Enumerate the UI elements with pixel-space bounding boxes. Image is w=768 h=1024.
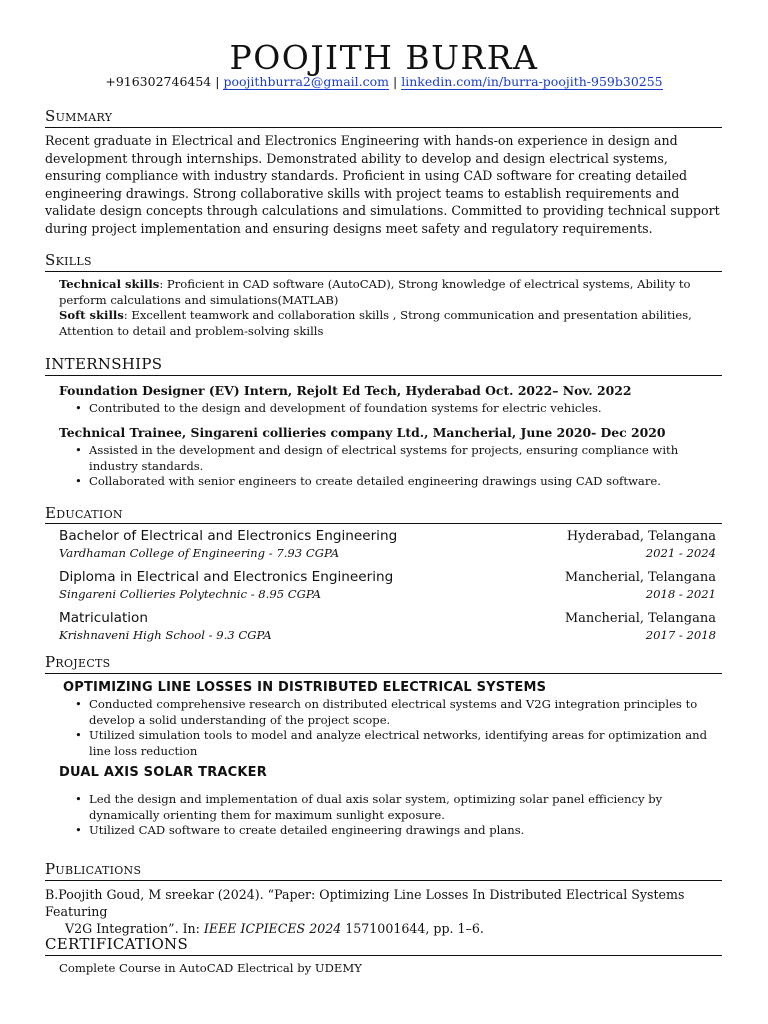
list-item: • Conducted comprehensive research on distributed electrical systems and V2G integration principles to develop a solid understanding of the project scope.: [75, 697, 720, 728]
list-item: • Contributed to the design and development of foundation systems for electric vehicles.: [75, 401, 720, 417]
skills-heading: Skills: [45, 251, 92, 269]
project-bullets: [75, 792, 720, 839]
internship-heading: Foundation Designer (EV) Intern, Rejolt Ed Tech, Hyderabad Oct. 2022– Nov. 2022: [59, 383, 632, 398]
projects-heading: Projects: [45, 653, 111, 671]
list-item: • Led the design and implementation of dual axis solar system, optimizing solar panel efficiency by dynamically orienting them for maximum sunlight exposure.: [75, 792, 720, 823]
education-location: Mancherial, Telangana: [564, 611, 716, 626]
internships-heading: INTERNSHIPS: [45, 355, 163, 373]
candidate-name: POOJITH BURRA: [229, 38, 539, 77]
publications-heading: Publications: [45, 860, 142, 878]
education-dates: 2018 - 2021: [645, 587, 716, 601]
school-name: Singareni Collieries Polytechnic - 8.95 CGPA: [59, 587, 322, 601]
education-dates: 2021 - 2024: [645, 546, 716, 560]
soft-skills: [59, 308, 723, 339]
school-name: Vardhaman College of Engineering - 7.93 CGPA: [59, 546, 340, 560]
internship-heading: Technical Trainee, Singareni collieries company Ltd., Mancherial, June 2020- Dec 2020: [59, 425, 666, 440]
publication-text: V2G Integration”. In:: [65, 921, 204, 936]
phone-number: +916302746454: [105, 74, 212, 89]
technical-skills-text: : Proficient in CAD software (AutoCAD), Strong knowledge of electrical systems, Ability to perform calculations and simulations(MATLAB): [59, 277, 691, 307]
technical-skills-label: Technical skills: [59, 277, 160, 291]
section-divider: [45, 271, 722, 272]
summary-text: Recent graduate in Electrical and Electronics Engineering with hands-on experience in design and development through internships. Demonstrated ability to develop and design electrical systems, ensuring compliance with industry standards. Proficient in using CAD software for creating detailed engineering drawings. Strong collaborative skills with project teams to establish requirements and validate design concepts through calculations and simulations. Committed to providing technical support during project implementation and ensuring designs meet safety and regulatory requirements.: [45, 133, 720, 236]
degree-title: Matriculation: [59, 610, 148, 626]
list-item: • Collaborated with senior engineers to create detailed engineering drawings using CAD software.: [75, 474, 720, 490]
degree-title: Diploma in Electrical and Electronics Engineering: [59, 569, 394, 585]
summary-heading: Summary: [45, 107, 113, 125]
publication-line: B.Poojith Goud, M sreekar (2024). “Paper: Optimizing Line Losses In Distributed Electrical Systems Featuring: [45, 887, 685, 919]
project-heading: OPTIMIZING LINE LOSSES IN DISTRIBUTED ELECTRICAL SYSTEMS: [63, 680, 547, 695]
education-location: Hyderabad, Telangana: [566, 529, 716, 544]
education-heading: Education: [45, 504, 123, 522]
internship-bullets: [75, 443, 720, 490]
section-divider: [45, 880, 722, 881]
publication-entry: [45, 886, 723, 937]
soft-skills-label: Soft skills: [59, 308, 124, 322]
section-divider: [45, 127, 722, 128]
list-item: • Assisted in the development and design of electrical systems for projects, ensuring compliance with industry standards.: [75, 443, 720, 474]
education-dates: 2017 - 2018: [645, 628, 716, 642]
section-divider: [45, 673, 722, 674]
certification-item: Complete Course in AutoCAD Electrical by UDEMY: [59, 961, 362, 975]
list-item: • Utilized CAD software to create detailed engineering drawings and plans.: [75, 823, 720, 839]
linkedin-link[interactable]: linkedin.com/in/burra-poojith-959b30255: [401, 74, 663, 89]
publication-text: 1571001644, pp. 1–6.: [341, 921, 484, 936]
soft-skills-text: : Excellent teamwork and collaboration skills , Strong communication and presentation abilities, Attention to detail and problem-solving skills: [59, 308, 692, 338]
project-heading: DUAL AXIS SOLAR TRACKER: [59, 765, 267, 780]
list-item: • Utilized simulation tools to model and analyze electrical networks, identifying areas for optimization and line loss reduction: [75, 728, 720, 759]
certifications-heading: CERTIFICATIONS: [45, 935, 189, 953]
degree-title: Bachelor of Electrical and Electronics Engineering: [59, 528, 398, 544]
internship-bullets: [75, 401, 720, 417]
separator: |: [393, 74, 398, 89]
technical-skills: [59, 277, 723, 308]
education-location: Mancherial, Telangana: [564, 570, 716, 585]
school-name: Krishnaveni High School - 9.3 CGPA: [59, 628, 272, 642]
section-divider: [45, 955, 722, 956]
section-divider: [45, 375, 722, 376]
section-divider: [45, 523, 722, 524]
email-link[interactable]: poojithburra2@gmail.com: [223, 74, 390, 89]
project-bullets: [75, 697, 720, 759]
publication-venue: IEEE ICPIECES 2024: [203, 921, 342, 936]
contact-line: [0, 74, 768, 90]
separator: |: [215, 74, 220, 89]
